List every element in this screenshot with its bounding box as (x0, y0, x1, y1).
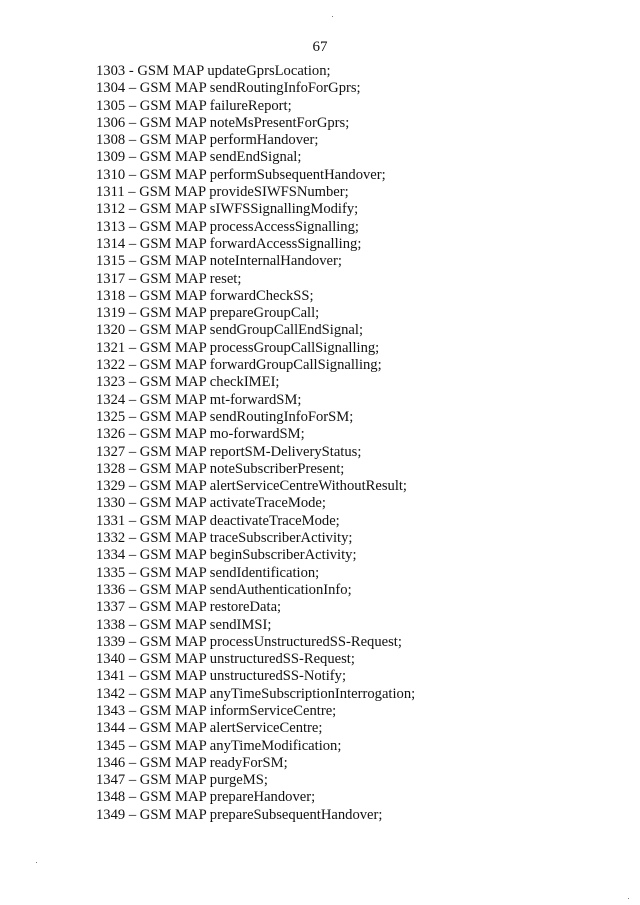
list-item: 1313 – GSM MAP processAccessSignalling; (96, 218, 359, 235)
scan-speck (628, 898, 629, 899)
list-item: 1325 – GSM MAP sendRoutingInfoForSM; (96, 408, 354, 425)
list-item: 1336 – GSM MAP sendAuthenticationInfo; (96, 581, 352, 598)
list-item: 1328 – GSM MAP noteSubscriberPresent; (96, 460, 345, 477)
list-item: 1312 – GSM MAP sIWFSSignallingModify; (96, 201, 359, 218)
list-item: 1347 – GSM MAP purgeMS; (96, 772, 268, 789)
list-item: 1346 – GSM MAP readyForSM; (96, 754, 288, 771)
list-item: 1344 – GSM MAP alertServiceCentre; (96, 720, 323, 737)
scan-speck (36, 862, 37, 863)
list-item: 1321 – GSM MAP processGroupCallSignalling; (96, 339, 380, 356)
list-item: 1348 – GSM MAP prepareHandover; (96, 789, 316, 806)
list-item: 1337 – GSM MAP restoreData; (96, 599, 282, 616)
list-item: 1311 – GSM MAP provideSIWFSNumber; (96, 184, 349, 201)
list-item: 1332 – GSM MAP traceSubscriberActivity; (96, 530, 353, 547)
list-item: 1318 – GSM MAP forwardCheckSS; (96, 287, 314, 304)
list-item: 1319 – GSM MAP prepareGroupCall; (96, 305, 320, 322)
list-item: 1340 – GSM MAP unstructuredSS-Request; (96, 651, 355, 668)
list-item: 1341 – GSM MAP unstructuredSS-Notify; (96, 668, 346, 685)
list-item: 1343 – GSM MAP informServiceCentre; (96, 702, 337, 719)
list-item: 1324 – GSM MAP mt-forwardSM; (96, 391, 302, 408)
list-item: 1322 – GSM MAP forwardGroupCallSignalling; (96, 357, 382, 374)
list-item: 1339 – GSM MAP processUnstructuredSS-Request; (96, 633, 402, 650)
list-item: 1338 – GSM MAP sendIMSI; (96, 616, 272, 633)
list-item: 1314 – GSM MAP forwardAccessSignalling; (96, 235, 362, 252)
list-item: 1303 - GSM MAP updateGprsLocation; (96, 63, 331, 79)
list-item: 1335 – GSM MAP sendIdentification; (96, 564, 320, 581)
list-item: 1306 – GSM MAP noteMsPresentForGprs; (96, 114, 350, 131)
list-item: 1320 – GSM MAP sendGroupCallEndSignal; (96, 322, 364, 339)
list-item: 1345 – GSM MAP anyTimeModification; (96, 737, 342, 754)
list-item: 1309 – GSM MAP sendEndSignal; (96, 149, 302, 166)
list-item: 1331 – GSM MAP deactivateTraceMode; (96, 512, 340, 529)
scan-speck (332, 16, 333, 17)
list-item: 1349 – GSM MAP prepareSubsequentHandover; (96, 806, 383, 823)
list-item: 1323 – GSM MAP checkIMEI; (96, 374, 280, 391)
list-item: 1310 – GSM MAP performSubsequentHandover; (96, 166, 386, 183)
list-item: 1342 – GSM MAP anyTimeSubscriptionInterrogation; (96, 685, 416, 702)
list-item: 1304 – GSM MAP sendRoutingInfoForGprs; (96, 80, 361, 97)
operation-list (96, 63, 616, 824)
list-item: 1317 – GSM MAP reset; (96, 270, 242, 287)
list-item: 1329 – GSM MAP alertServiceCentreWithoutResult; (96, 478, 407, 495)
list-item: 1315 – GSM MAP noteInternalHandover; (96, 253, 342, 270)
list-item: 1334 – GSM MAP beginSubscriberActivity; (96, 547, 357, 564)
list-item: 1330 – GSM MAP activateTraceMode; (96, 495, 326, 512)
list-item: 1326 – GSM MAP mo-forwardSM; (96, 426, 305, 443)
page-number: 67 (312, 39, 328, 55)
list-item: 1308 – GSM MAP performHandover; (96, 132, 319, 149)
list-item: 1327 – GSM MAP reportSM-DeliveryStatus; (96, 443, 362, 460)
list-item: 1305 – GSM MAP failureReport; (96, 97, 292, 114)
